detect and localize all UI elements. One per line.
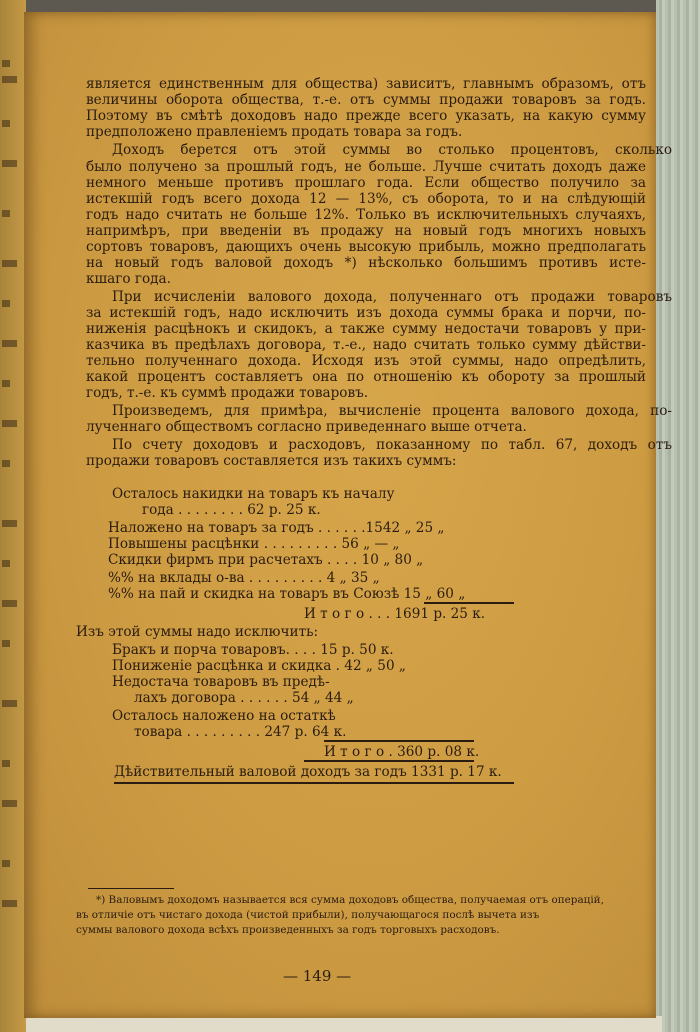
footnote-divider bbox=[88, 888, 174, 889]
body-line: величины оборота общества, т.-е. отъ суммы продажи товаровъ за годъ. bbox=[86, 92, 646, 108]
facing-page-text bbox=[2, 800, 17, 807]
sum-rule bbox=[304, 760, 474, 762]
body-line: По счету доходовъ и расходовъ, показанному по табл. 67, доходъ отъ bbox=[112, 437, 672, 453]
table-line: И т о г о . 360 р. 08 к. bbox=[324, 744, 480, 760]
table-line: года . . . . . . . . 62 р. 25 к. bbox=[142, 502, 321, 518]
table-line: Недостача товаровъ въ предѣ- bbox=[112, 674, 330, 690]
facing-page-text bbox=[2, 260, 17, 267]
facing-page-text bbox=[2, 760, 10, 767]
table-line: И т о г о . . . 1691 р. 25 к. bbox=[304, 606, 486, 622]
body-line: сортовъ товаровъ, дающихъ очень высокую прибыль, можно предполагать bbox=[86, 239, 646, 255]
footnote-line: въ отличіе отъ чистаго дохода (чистой прибыли), получающагося послѣ вычета изъ bbox=[76, 909, 540, 921]
table-line: Дѣйствительный валовой доходъ за годъ 1331 р. 17 к. bbox=[114, 764, 502, 780]
facing-page-text bbox=[2, 76, 17, 83]
table-line: Осталось накидки на товаръ къ началу bbox=[112, 486, 395, 502]
body-line: какой процентъ составляетъ она по отношенію къ обороту за прошлый bbox=[86, 369, 646, 385]
sum-rule bbox=[424, 602, 514, 604]
table-line: Повышены расцѣнки . . . . . . . . . 56 „ — „ bbox=[108, 536, 400, 552]
body-line: кшаго года. bbox=[86, 271, 171, 287]
body-line: ниженія расцѣнокъ и скидокъ, а также сумму недостачи товаровъ у при- bbox=[86, 321, 646, 337]
facing-page-text bbox=[2, 160, 17, 167]
facing-page-text bbox=[2, 380, 10, 387]
body-line: При исчисленіи валового дохода, полученнаго отъ продажи товаровъ bbox=[112, 289, 672, 305]
table-line: товара . . . . . . . . . 247 р. 64 к. bbox=[134, 724, 347, 740]
sum-rule bbox=[114, 782, 514, 784]
body-line: было получено за прошлый годъ, не больше. Лучше считать доходъ даже bbox=[86, 159, 646, 175]
table-line: лахъ договора . . . . . . 54 „ 44 „ bbox=[134, 690, 354, 706]
facing-page-edge bbox=[0, 0, 26, 1032]
body-line: немного меньше противъ прошлаго года. Если общество получило за bbox=[86, 175, 646, 191]
body-line: тельно полученнаго дохода. Исходя изъ этой суммы, надо опредѣлить, bbox=[86, 353, 646, 369]
facing-page-text bbox=[2, 460, 10, 467]
body-line: продажи товаровъ составляется изъ такихъ суммъ: bbox=[86, 453, 457, 469]
body-line: Доходъ берется отъ этой суммы во столько процентовъ, сколько bbox=[112, 142, 672, 158]
facing-page-text bbox=[2, 560, 10, 567]
facing-page-text bbox=[2, 860, 10, 867]
body-line: напримѣръ, при введеніи въ продажу на новый годъ многихъ новыхъ bbox=[86, 223, 646, 239]
facing-page-text bbox=[2, 340, 17, 347]
table-line: %% на вклады о-ва . . . . . . . . . 4 „ 35 „ bbox=[108, 570, 380, 586]
body-line: лученнаго обществомъ согласно приведеннаго выше отчета. bbox=[86, 419, 527, 435]
facing-page-text bbox=[2, 600, 17, 607]
facing-page-text bbox=[2, 60, 10, 67]
facing-page-text bbox=[2, 210, 10, 217]
facing-page-text bbox=[2, 300, 10, 307]
body-line: годъ надо считать не больше 12%. Только въ исключительныхъ случаяхъ, bbox=[86, 207, 646, 223]
table-line: Изъ этой суммы надо исключить: bbox=[76, 624, 319, 640]
table-line: Скидки фирмъ при расчетахъ . . . . 10 „ 80 „ bbox=[108, 552, 424, 568]
sum-rule bbox=[324, 740, 474, 742]
table-line: Осталось наложено на остаткѣ bbox=[112, 708, 336, 724]
facing-page-text bbox=[2, 640, 10, 647]
table-line: %% на пай и скидка на товаръ въ Союзѣ 15 „ 60 „ bbox=[108, 586, 466, 602]
body-line: предположено правленіемъ продать товара за годъ. bbox=[86, 124, 463, 140]
body-line: годъ, т.-е. къ суммѣ продажи товаровъ. bbox=[86, 385, 369, 401]
body-line: истекшій годъ всего дохода 12 — 13%, съ оборота, то и на слѣдующій bbox=[86, 191, 646, 207]
book-page bbox=[24, 12, 672, 1018]
body-line: Произведемъ, для примѣра, вычисленіе процента валового дохода, по- bbox=[112, 403, 672, 419]
facing-page-text bbox=[2, 520, 17, 527]
body-line: за истекшій годъ, надо исключить изъ дохода суммы брака и порчи, по- bbox=[86, 305, 646, 321]
table-line: Пониженіе расцѣнка и скидка . 42 „ 50 „ bbox=[112, 658, 406, 674]
body-line: Поэтому въ смѣтѣ доходовъ надо прежде всего указать, на какую сумму bbox=[86, 108, 646, 124]
facing-page-text bbox=[2, 420, 17, 427]
body-line: казчика въ предѣлахъ договора, т.-е., надо считать только сумму дѣйстви- bbox=[86, 337, 646, 353]
footnote-line: *) Валовымъ доходомъ называется вся сумма доходовъ общества, получаемая отъ операцій, bbox=[96, 894, 604, 906]
body-line: на новый годъ валовой доходъ *) нѣсколько большимъ противъ исте- bbox=[86, 255, 646, 271]
table-line: Бракъ и порча товаровъ. . . . 15 р. 50 к. bbox=[112, 642, 394, 658]
page-number: — 149 — bbox=[283, 967, 352, 985]
facing-page-text bbox=[2, 120, 10, 127]
table-line: Наложено на товаръ за годъ . . . . . .1542 „ 25 „ bbox=[108, 520, 445, 536]
facing-page-text bbox=[2, 900, 17, 907]
body-line: является единственным для общества) зависитъ, главнымъ образомъ, отъ bbox=[86, 76, 646, 92]
facing-page-text bbox=[2, 700, 17, 707]
footnote-line: суммы валового дохода всѣхъ произведенныхъ за годъ торговыхъ расходовъ. bbox=[76, 924, 500, 936]
page-edge bbox=[18, 1016, 662, 1032]
